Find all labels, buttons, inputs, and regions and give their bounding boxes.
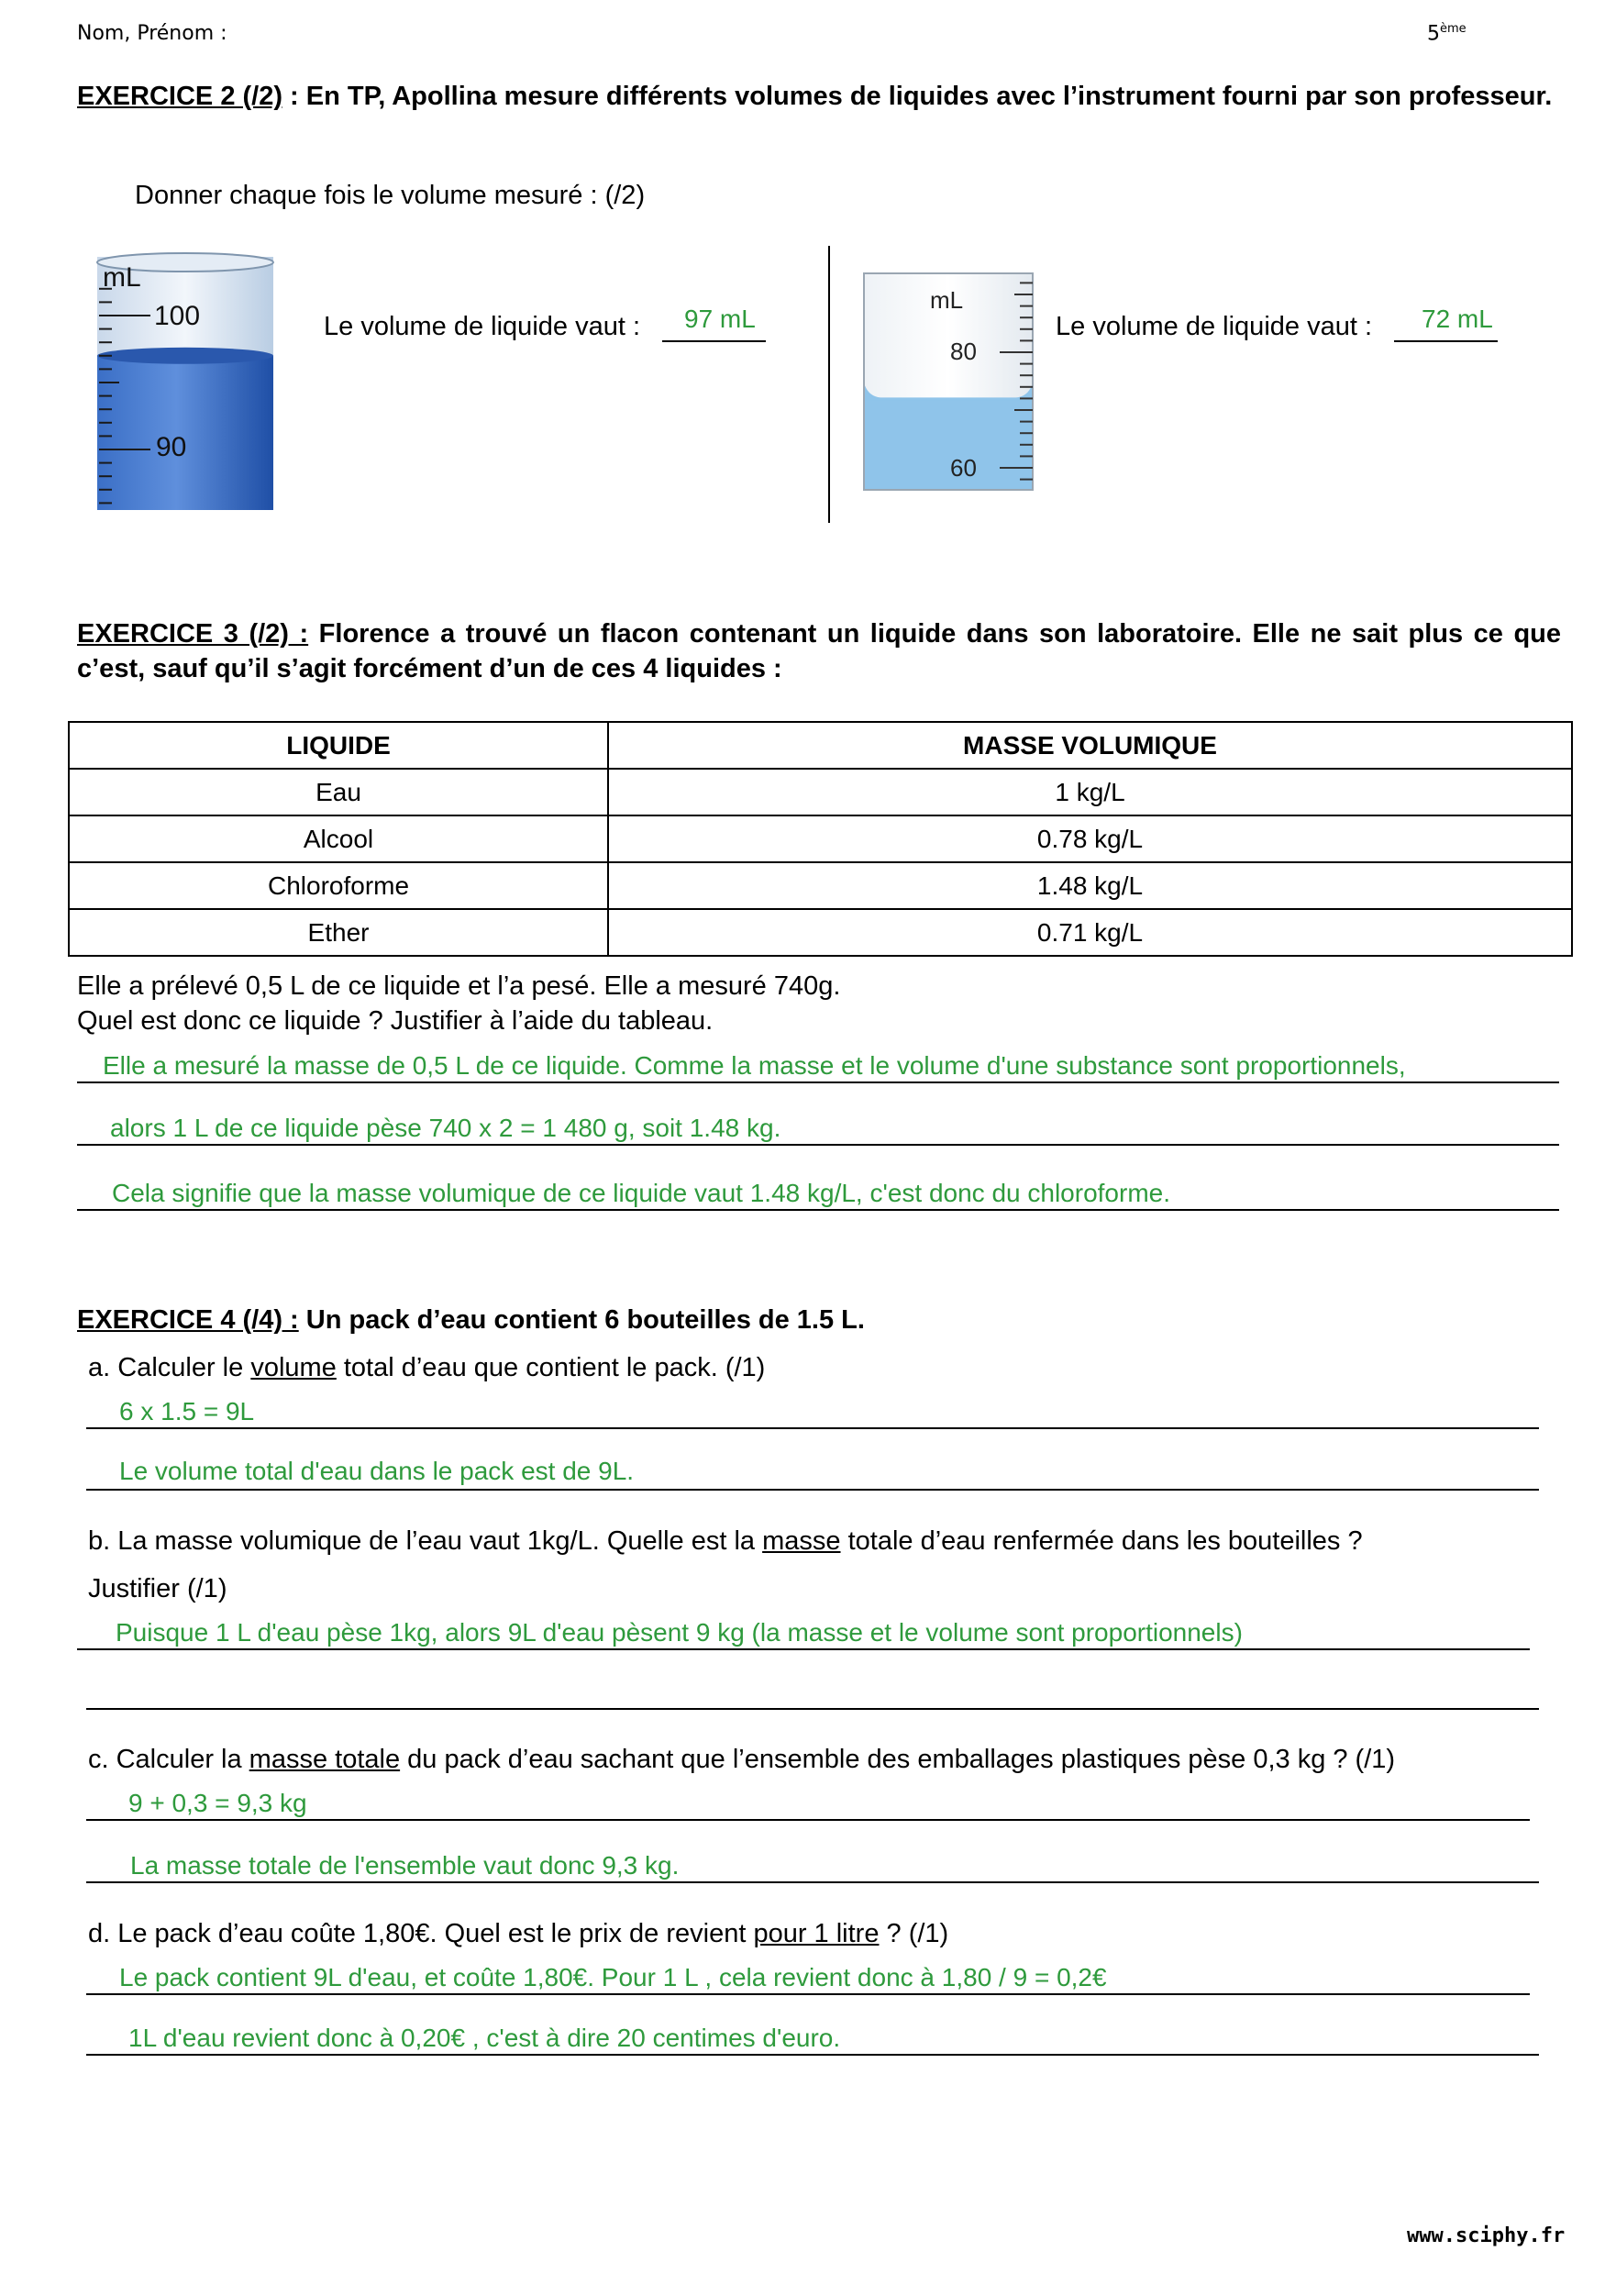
- density-table-header-liquid: LIQUIDE: [69, 722, 608, 769]
- question-a-keyword: volume: [250, 1353, 337, 1382]
- ex3-line1: Elle a prélevé 0,5 L de ce liquide et l’a pesé. Elle a mesuré 740g.: [77, 971, 841, 1001]
- question-b-keyword: masse: [762, 1526, 841, 1556]
- ex3-line2: Quel est donc ce liquide ? Justifier à l’aide du tableau.: [77, 1006, 714, 1036]
- table-row: [69, 769, 1572, 815]
- answer-line: [86, 1819, 1530, 1821]
- answer-line: [86, 1993, 1530, 1995]
- answer-line: [86, 1489, 1539, 1491]
- density-table-header-density: MASSE VOLUMIQUE: [608, 722, 1572, 769]
- table-cell-density: 1 kg/L: [608, 769, 1572, 815]
- ex4-d-answer-1: Le pack contient 9L d'eau, et coûte 1,80€. Pour 1 L , cela revient donc à 1,80 / 9 = 0,2€: [119, 1963, 1107, 1991]
- ex4-c-answer-2: La masse totale de l'ensemble vaut donc 9,3 kg.: [130, 1851, 680, 1880]
- question-d-post: ? (/1): [879, 1919, 949, 1948]
- cylinder-left-tick-label-low: 90: [156, 432, 187, 462]
- ex4-d-answer-2: 1L d'eau revient donc à 0,20€ , c'est à dire 20 centimes d'euro.: [128, 2024, 841, 2052]
- question-d-keyword: pour 1 litre: [753, 1919, 880, 1948]
- ex4-question-b-justify: Justifier (/1): [88, 1574, 227, 1603]
- density-table-header-row: [69, 722, 1572, 769]
- question-c-pre: c. Calculer la: [88, 1745, 249, 1774]
- table-cell-density: 0.78 kg/L: [608, 815, 1572, 862]
- table-cell-liquid: Eau: [69, 769, 608, 815]
- ex2-left-answer: 97 mL: [684, 305, 756, 333]
- ex2-title: EXERCICE 2 (/2): [77, 82, 282, 111]
- cylinder-right-liquid: [865, 398, 1032, 489]
- ex2-instruction: Donner chaque fois le volume mesuré : (/2): [135, 181, 646, 210]
- cylinder-right-illustration: [862, 272, 1035, 492]
- level-number: 5: [1427, 22, 1440, 46]
- cylinder-right-tick-label-low: 60: [950, 454, 977, 482]
- table-cell-density: 0.71 kg/L: [608, 909, 1572, 956]
- cylinder-right-tick-label-high: 80: [950, 338, 977, 365]
- ex2-right-answer-line: [1394, 340, 1498, 342]
- ex3-answer-3: Cela signifie que la masse volumique de ce liquide vaut 1.48 kg/L, c'est donc du chloroforme.: [112, 1179, 1171, 1207]
- ex2-right-label: Le volume de liquide vaut :: [1056, 312, 1372, 341]
- question-b-pre: b. La masse volumique de l’eau vaut 1kg/L. Quelle est la: [88, 1526, 763, 1556]
- ex3-title: EXERCICE 3 (/2) :: [77, 619, 309, 649]
- ex4-b-answer-1: Puisque 1 L d'eau pèse 1kg, alors 9L d'eau pèsent 9 kg (la masse et le volume sont proportionnels): [116, 1618, 1243, 1647]
- question-c-post: du pack d’eau sachant que l’ensemble des emballages plastiques pèse 0,3 kg ? (/1): [400, 1745, 1396, 1774]
- table-cell-liquid: Alcool: [69, 815, 608, 862]
- answer-line: [77, 1144, 1559, 1146]
- ex4-question-c: [88, 1742, 1395, 1777]
- table-row: [69, 862, 1572, 909]
- ex4-question-a: [88, 1350, 765, 1385]
- question-c-keyword: masse totale: [249, 1745, 401, 1774]
- density-table: [68, 721, 1573, 957]
- ex4-a-answer-1: 6 x 1.5 = 9L: [119, 1397, 255, 1425]
- ex4-text: Un pack d’eau contient 6 bouteilles de 1.5 L.: [298, 1305, 865, 1335]
- ex4-a-answer-2: Le volume total d'eau dans le pack est de 9L.: [119, 1457, 635, 1485]
- cylinder-right-unit: mL: [930, 286, 964, 314]
- table-cell-density: 1.48 kg/L: [608, 862, 1572, 909]
- ex3-text: Florence a trouvé un flacon contenant un liquide dans son laboratoire. Elle ne sait plus ce que c’est, sauf qu’il s’agit forcément d’un de ces 4 liquides :: [77, 619, 1562, 683]
- level-label: [1427, 22, 1467, 45]
- ex3-answer-2: alors 1 L de ce liquide pèse 740 x 2 = 1 480 g, soit 1.48 kg.: [110, 1114, 781, 1142]
- ex3-statement: [77, 616, 1561, 686]
- cylinder-left-tick-label-high: 100: [154, 301, 201, 331]
- question-b-post: totale d’eau renfermée dans les bouteilles ?: [840, 1526, 1363, 1556]
- question-a-pre: a. Calculer le: [88, 1353, 251, 1382]
- answer-line: [77, 1209, 1559, 1211]
- cylinder-left-illustration: [92, 250, 281, 514]
- ex4-title: EXERCICE 4 (/4) :: [77, 1305, 299, 1335]
- ex2-separator: [828, 246, 830, 523]
- answer-line: [77, 1648, 1530, 1650]
- ex2-left-answer-line: [662, 340, 766, 342]
- cylinder-left-meniscus: [97, 348, 273, 364]
- table-row: [69, 815, 1572, 862]
- level-suffix: ème: [1440, 22, 1467, 36]
- question-a-post: total d’eau que contient le pack. (/1): [336, 1353, 766, 1382]
- answer-line: [86, 2054, 1539, 2056]
- ex4-question-b: [88, 1524, 1363, 1558]
- ex2-left-label: Le volume de liquide vaut :: [324, 312, 640, 341]
- site-watermark: www.sciphy.fr: [1407, 2224, 1566, 2247]
- ex3-answer-1: Elle a mesuré la masse de 0,5 L de ce liquide. Comme la masse et le volume d'une substance sont proportionnels,: [103, 1051, 1406, 1080]
- ex2-right-answer: 72 mL: [1422, 305, 1493, 333]
- ex4-question-d: [88, 1916, 948, 1951]
- answer-line: [77, 1081, 1559, 1083]
- table-cell-liquid: Ether: [69, 909, 608, 956]
- name-label: Nom, Prénom :: [77, 22, 227, 45]
- ex4-statement: [77, 1303, 865, 1337]
- answer-line: [86, 1708, 1539, 1710]
- table-row: [69, 909, 1572, 956]
- ex2-statement: [77, 79, 1561, 114]
- ex4-c-answer-1: 9 + 0,3 = 9,3 kg: [128, 1789, 307, 1817]
- answer-line: [86, 1427, 1539, 1429]
- answer-line: [86, 1881, 1539, 1883]
- question-d-pre: d. Le pack d’eau coûte 1,80€. Quel est le prix de revient: [88, 1919, 754, 1948]
- ex2-text: : En TP, Apollina mesure différents volumes de liquides avec l’instrument fourni par son professeur.: [282, 82, 1553, 111]
- cylinder-left-unit: mL: [103, 262, 141, 293]
- table-cell-liquid: Chloroforme: [69, 862, 608, 909]
